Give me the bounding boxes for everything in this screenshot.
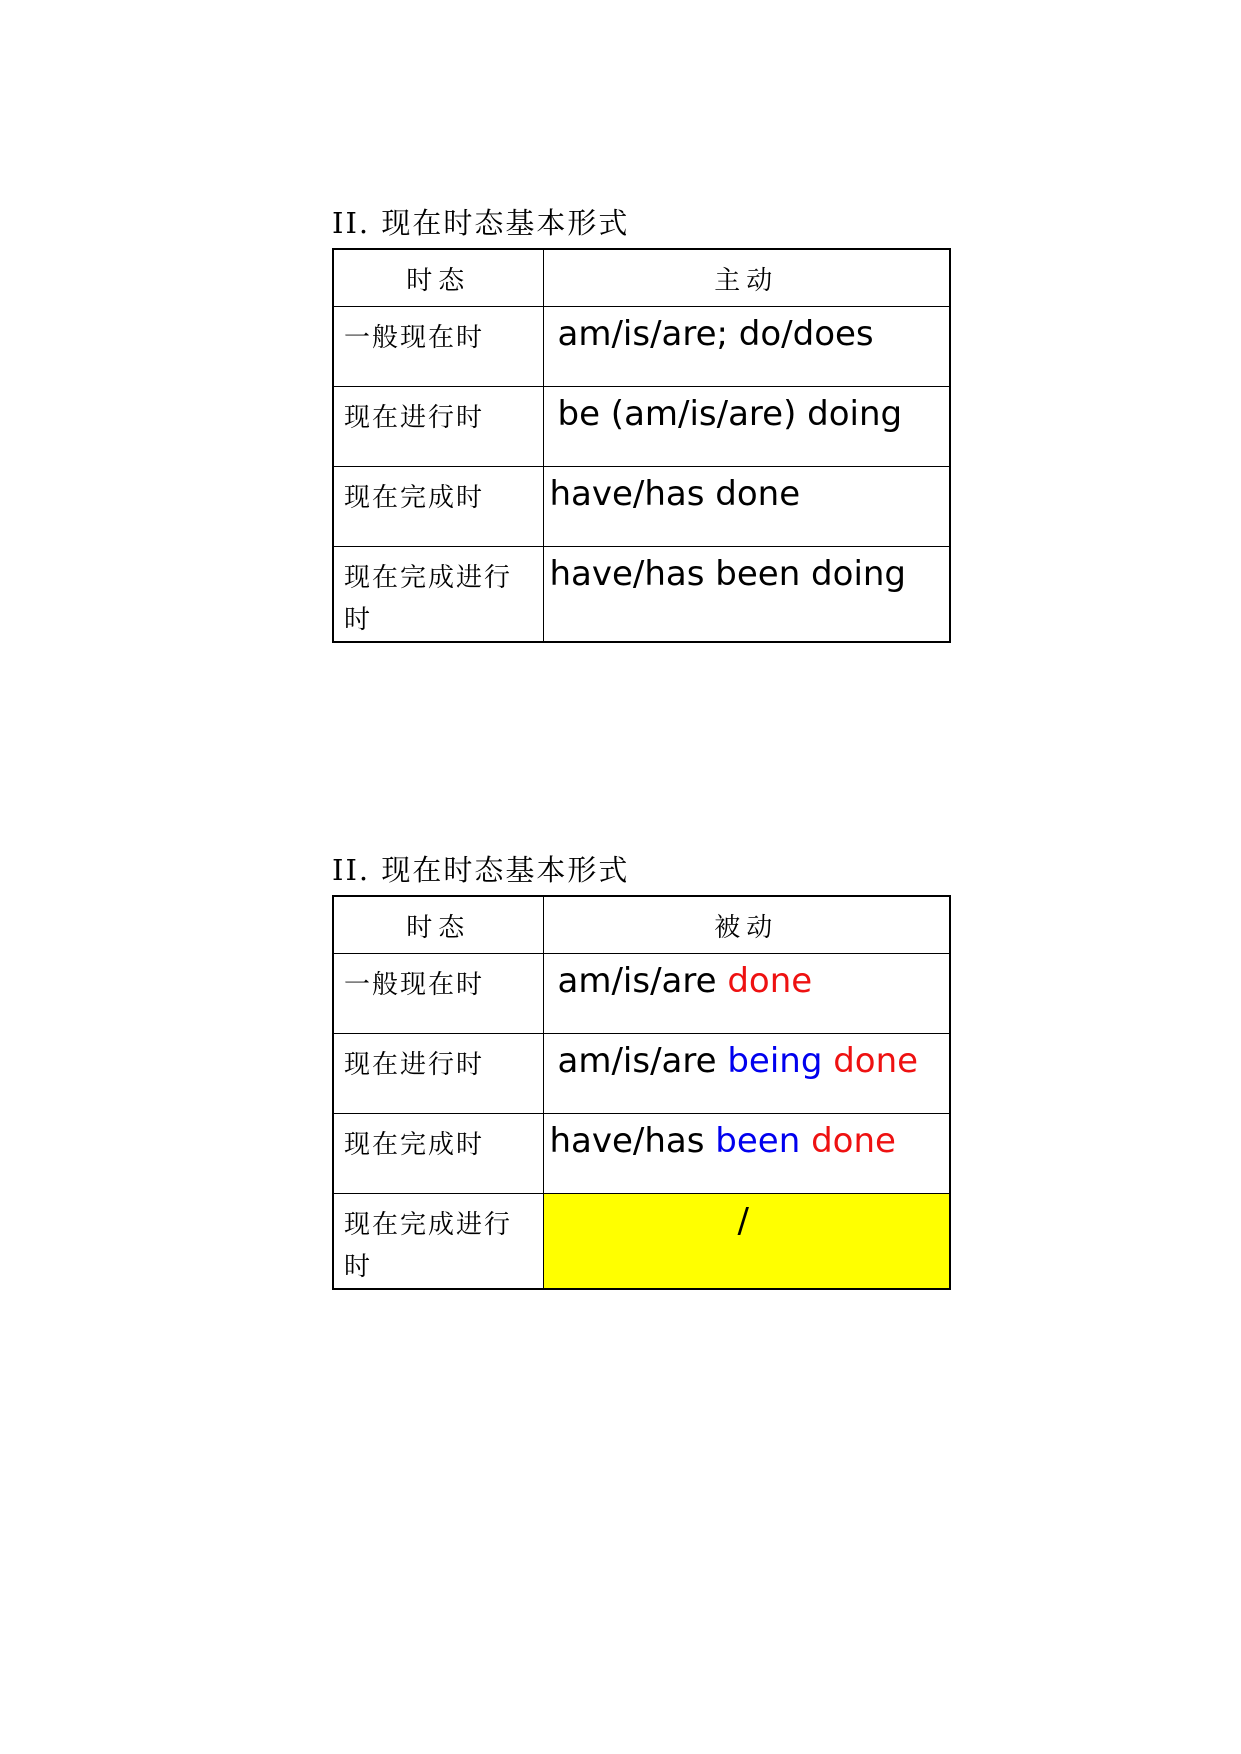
verb-form: have/has been doing <box>543 547 950 643</box>
past-participle-text: done <box>833 1041 919 1081</box>
auxiliary-text: am/is/are <box>557 1041 728 1081</box>
being-text: being <box>727 1041 823 1081</box>
section-title: II. 现在时态基本形式 <box>332 853 630 887</box>
table-header-row <box>333 249 950 307</box>
tense-name: 现在完成进行时 <box>333 1194 543 1290</box>
table-header-row <box>333 896 950 954</box>
section-title: II. 现在时态基本形式 <box>332 206 630 240</box>
active-column-header: 主动 <box>543 249 950 307</box>
not-applicable-cell: / <box>543 1194 950 1290</box>
tense-name: 现在进行时 <box>333 1034 543 1114</box>
verb-form <box>543 1114 950 1194</box>
passive-voice-table <box>332 895 951 1290</box>
tense-name: 现在完成时 <box>333 467 543 547</box>
active-voice-table <box>332 248 951 643</box>
word-space <box>822 1041 833 1081</box>
table-row <box>333 1114 950 1194</box>
table-row <box>333 547 950 643</box>
tense-name: 现在完成时 <box>333 1114 543 1194</box>
table-row <box>333 307 950 387</box>
tense-name: 现在完成进行时 <box>333 547 543 643</box>
tense-name: 一般现在时 <box>333 307 543 387</box>
table-row <box>333 467 950 547</box>
tense-column-header: 时态 <box>333 896 543 954</box>
active-voice-section <box>332 205 951 643</box>
tense-name: 一般现在时 <box>333 954 543 1034</box>
auxiliary-text: am/is/are <box>557 961 728 1001</box>
table-row <box>333 1034 950 1114</box>
tense-name: 现在进行时 <box>333 387 543 467</box>
verb-form <box>543 1034 950 1114</box>
table-row <box>333 954 950 1034</box>
passive-column-header: 被动 <box>543 896 950 954</box>
passive-voice-section <box>332 852 951 1290</box>
verb-form <box>543 954 950 1034</box>
verb-form: be (am/is/are) doing <box>543 387 950 467</box>
been-text: been <box>715 1121 801 1161</box>
past-participle-text: done <box>811 1121 896 1161</box>
verb-form: have/has done <box>543 467 950 547</box>
verb-form: am/is/are; do/does <box>543 307 950 387</box>
table-row <box>333 1194 950 1290</box>
word-space <box>800 1121 811 1161</box>
tense-column-header: 时态 <box>333 249 543 307</box>
past-participle-text: done <box>727 961 813 1001</box>
table-row <box>333 387 950 467</box>
auxiliary-text: have/has <box>549 1121 716 1161</box>
